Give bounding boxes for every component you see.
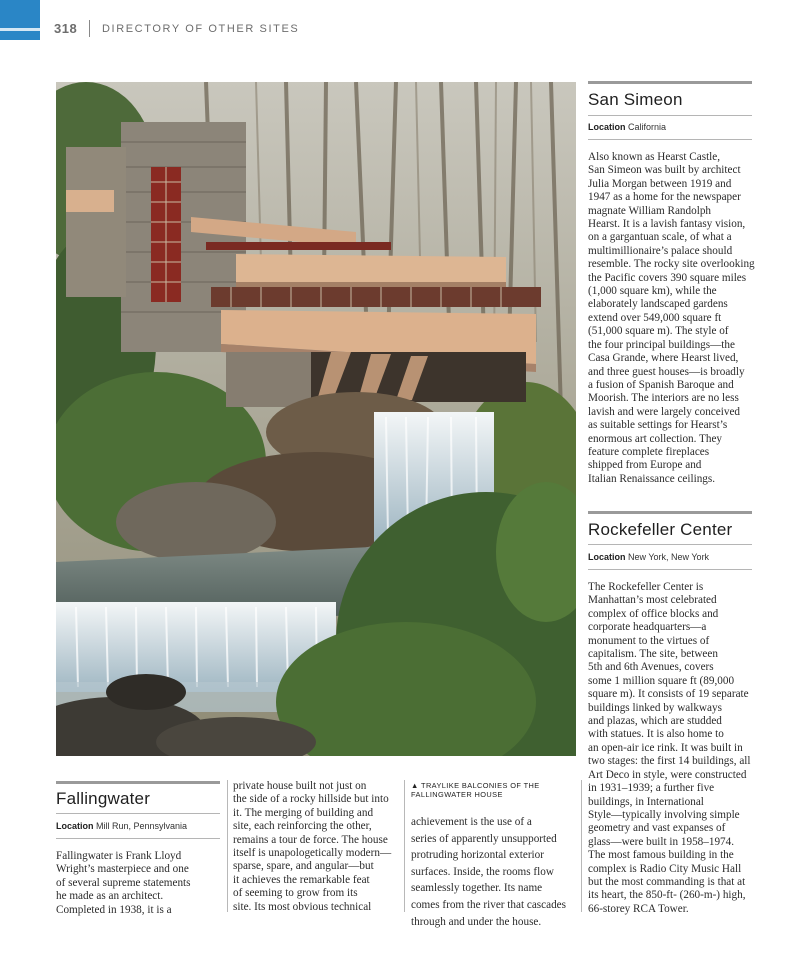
san-simeon-top-rule bbox=[588, 81, 752, 84]
text-line: Italian Renaissance ceilings. bbox=[588, 472, 716, 485]
text-line: of seeming to grow from its bbox=[233, 887, 358, 900]
text-line: as suitable settings for Hearst’s bbox=[588, 419, 728, 432]
text-line: complex of office blocks and bbox=[588, 607, 719, 620]
san-simeon-location bbox=[588, 122, 666, 132]
text-line: series of apparently unsupported bbox=[411, 832, 557, 845]
text-line: Also known as Hearst Castle, bbox=[588, 151, 721, 163]
text-line: 5th and 6th Avenues, covers bbox=[588, 661, 714, 674]
text-line: surfaces. Inside, the rooms flow bbox=[411, 865, 554, 878]
text-line: Casa Grande, where Hearst lived, bbox=[588, 352, 739, 365]
caption-line: ▲ TRAYLIKE BALCONIES OF THE bbox=[411, 781, 540, 790]
text-line: Wright’s masterpiece and one bbox=[56, 863, 189, 876]
text-line: the side of a rocky hillside but into bbox=[233, 793, 389, 806]
fallingwater-title: Fallingwater bbox=[56, 789, 151, 808]
text-line: The most famous building in the bbox=[588, 849, 734, 862]
location-label: Location bbox=[588, 552, 626, 562]
rockefeller-location bbox=[588, 552, 709, 562]
text-line: Style—typically involving simple bbox=[588, 808, 740, 821]
text-line: he made as an architect. bbox=[56, 890, 164, 903]
text-line: protruding horizontal exterior bbox=[411, 849, 544, 862]
text-line: buildings, in International bbox=[588, 795, 704, 808]
text-line: square m). It consists of 19 separate bbox=[588, 688, 749, 701]
text-line: multimillionaire’s palace should bbox=[588, 244, 733, 257]
text-line: Moorish. The interiors are no less bbox=[588, 392, 739, 405]
text-line: it achieves the remarkable feat bbox=[233, 873, 370, 886]
text-line: seamlessly together. Its name bbox=[411, 882, 543, 895]
text-line: sparse, spare, and angular—but bbox=[233, 860, 374, 873]
running-header: DIRECTORY OF OTHER SITES bbox=[102, 23, 300, 35]
rockefeller-top-rule bbox=[588, 511, 752, 514]
text-line: and three guest houses—is broadly bbox=[588, 365, 745, 378]
text-line: capitalism. The site, between bbox=[588, 648, 718, 661]
text-line: some 1 million square ft (89,000 bbox=[588, 674, 735, 687]
text-line: Completed in 1938, it is a bbox=[56, 903, 172, 916]
text-line: with statues. It is also home to bbox=[588, 728, 724, 741]
text-line: of several supreme statements bbox=[56, 876, 191, 889]
text-line: site, each reinforcing the other, bbox=[233, 820, 372, 833]
text-line: and plazas, which are studded bbox=[588, 715, 722, 728]
text-line: shipped from Europe and bbox=[588, 459, 702, 472]
text-line: enormous art collection. They bbox=[588, 432, 723, 445]
text-line: the four principal buildings—the bbox=[588, 338, 735, 351]
text-line: monument to the virtues of bbox=[588, 634, 710, 647]
text-line: a fusion of Spanish Baroque and bbox=[588, 378, 734, 391]
text-line: itself is unapologetically modern— bbox=[233, 847, 392, 860]
text-line: 66-storey RCA Tower. bbox=[588, 902, 689, 915]
location-value: California bbox=[628, 122, 667, 132]
san-simeon-title: San Simeon bbox=[588, 90, 683, 109]
rockefeller-title: Rockefeller Center bbox=[588, 520, 733, 539]
text-line: San Simeon was built by architect bbox=[588, 164, 741, 177]
column-divider bbox=[581, 780, 582, 912]
text-line: the Pacific covers 390 square miles bbox=[588, 271, 747, 284]
photo-caption bbox=[411, 781, 540, 799]
caption-line: FALLINGWATER HOUSE bbox=[411, 790, 503, 799]
text-line: site. Its most obvious technical bbox=[233, 900, 372, 913]
fallingwater-body-col1 bbox=[56, 850, 191, 917]
text-line: resemble. The rocky site overlooking bbox=[588, 258, 755, 271]
fallingwater-body-col2 bbox=[233, 780, 391, 914]
text-line: extend over 549,000 square ft bbox=[588, 311, 722, 324]
text-line: on a gargantuan scale, of what a bbox=[588, 231, 732, 244]
location-label: Location bbox=[588, 122, 626, 132]
fallingwater-title-rule bbox=[56, 813, 220, 814]
chapter-tab bbox=[0, 0, 40, 40]
text-line: its heart, the 850-ft- (260-m-) high, bbox=[588, 889, 746, 902]
text-line: Fallingwater is Frank Lloyd bbox=[56, 850, 182, 862]
text-line: The Rockefeller Center is bbox=[588, 581, 704, 593]
fallingwater-body-col3 bbox=[411, 814, 566, 930]
text-line: but the most commanding is that at bbox=[588, 875, 746, 888]
text-line: private house built not just on bbox=[233, 780, 367, 792]
text-line: feature complete fireplaces bbox=[588, 445, 710, 458]
text-line: elaborately landscaped gardens bbox=[588, 298, 728, 311]
text-line: remains a tour de force. The house bbox=[233, 833, 388, 846]
text-line: Art Deco in style, were constructed bbox=[588, 768, 747, 781]
rockefeller-location-rule bbox=[588, 569, 752, 570]
location-value: Mill Run, Pennsylvania bbox=[96, 821, 188, 831]
text-line: two stages: the first 14 buildings, all bbox=[588, 755, 751, 768]
text-line: lavish and were largely conceived bbox=[588, 405, 741, 418]
fallingwater-location-rule bbox=[56, 838, 220, 839]
location-value: New York, New York bbox=[628, 552, 710, 562]
san-simeon-body bbox=[588, 151, 755, 486]
text-line: complex is Radio City Music Hall bbox=[588, 862, 742, 875]
text-line: (1,000 square km), while the bbox=[588, 285, 717, 298]
page-number: 318 bbox=[54, 21, 78, 36]
san-simeon-location-rule bbox=[588, 139, 752, 140]
fallingwater-location bbox=[56, 821, 187, 831]
rockefeller-title-rule bbox=[588, 544, 752, 545]
text-line: through and under the house. bbox=[411, 915, 542, 928]
rockefeller-body bbox=[588, 581, 751, 916]
text-line: Julia Morgan between 1919 and bbox=[588, 177, 732, 190]
text-line: geometry and vast expanses of bbox=[588, 822, 726, 835]
text-line: glass—were built in 1958–1974. bbox=[588, 835, 735, 848]
text-line: (51,000 square m). The style of bbox=[588, 325, 729, 338]
text-line: in 1931–1939; a further five bbox=[588, 782, 715, 795]
fallingwater-photo bbox=[56, 82, 576, 756]
text-line: it. The merging of building and bbox=[233, 806, 374, 819]
text-line: achievement is the use of a bbox=[411, 816, 532, 828]
text-line: comes from the river that cascades bbox=[411, 898, 567, 911]
text-line: an open-air ice rink. It was built in bbox=[588, 741, 743, 754]
column-divider bbox=[404, 780, 405, 912]
text-line: Manhattan’s most celebrated bbox=[588, 594, 717, 607]
text-line: 1947 as a home for the newspaper bbox=[588, 191, 741, 204]
location-label: Location bbox=[56, 821, 94, 831]
text-line: Hearst. It is a lavish fantasy vision, bbox=[588, 218, 746, 231]
header-divider bbox=[89, 20, 90, 37]
text-line: magnate William Randolph bbox=[588, 204, 712, 217]
text-line: buildings linked by walkways bbox=[588, 701, 722, 714]
san-simeon-title-rule bbox=[588, 115, 752, 116]
text-line: corporate headquarters—a bbox=[588, 621, 707, 634]
column-divider bbox=[227, 780, 228, 912]
fallingwater-top-rule bbox=[56, 781, 220, 784]
